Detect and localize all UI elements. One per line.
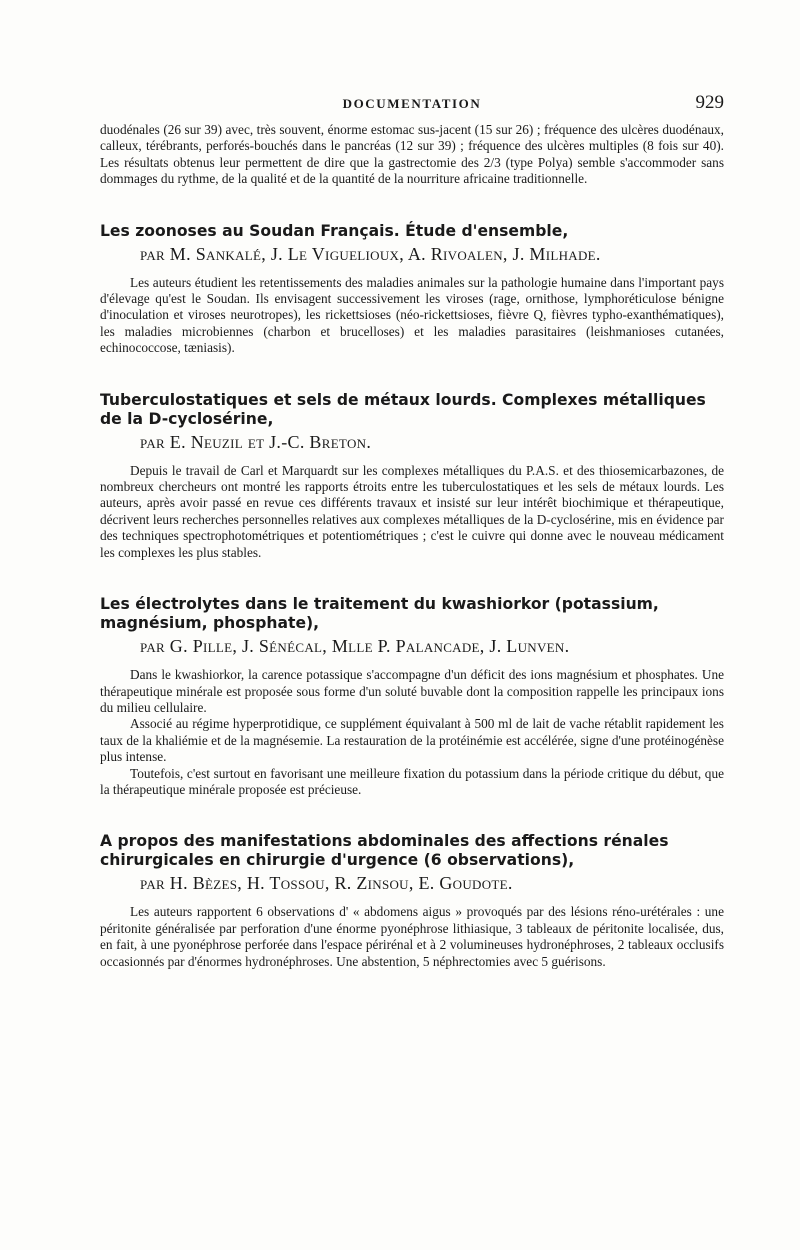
article-paragraph: Toutefois, c'est surtout en favorisant une meilleure fixation du potassium dans la période critique du début, que la thérapeutique minérale proposée est précieuse. [100, 765, 724, 797]
document-page [100, 92, 724, 970]
article-authors: par E. Neuzil et J.-C. Breton. [140, 431, 372, 452]
page-header [100, 92, 724, 122]
article-authors: par M. Sankalé, J. Le Viguelioux, A. Rivoalen, J. Milhade. [140, 243, 601, 264]
article-paragraph: Associé au régime hyperprotidique, ce supplément équivalant à 500 ml de lait de vache rétablit rapidement les taux de la khaliémie et de la magnésemie. La restauration de la protéinémie est accélérée, signe d'une protéinogénèse plus intense. [100, 716, 724, 765]
article-title: Tuberculostatiques et sels de métaux lourds. Complexes métalliques de la D-cyclosérine, [100, 390, 706, 428]
article-authors: par G. Pille, J. Sénécal, Mlle P. Palancade, J. Lunven. [140, 636, 570, 657]
article-tuberculostatiques [100, 391, 724, 561]
article-title: Les zoonoses au Soudan Français. Étude d'ensemble, [100, 221, 569, 240]
article-paragraph: Les auteurs rapportent 6 observations d' « abdomens aigus » provoqués par des lésions réno-urétérales : une péritonite généralisée par perforation d'une énorme pyonéphrose lithiasique, 3 tableaux de péritonite localisée, dus, en fait, à une pyonéphrose perforée dans l'espace périrénal et à 2 volumineuses hydronéphroses, 2 tableaux occlusifs occasionnés par d'énormes hydronéphroses. Une abstention, 5 néphrectomies avec 5 guérisons. [100, 904, 724, 969]
page-number: 929 [695, 92, 724, 113]
article-paragraph: Les auteurs étudient les retentissements des maladies animales sur la pathologie humaine dans l'important pays d'élevage qu'est le Soudan. Ils envisagent successivement les viroses (rage, ornithose, lymphoréticulose bénigne d'inoculation et viroses neurotropes), les rickettsioses (néo-rickettsioses, fièvre Q, fièvres typho-exanthématiques), les maladies microbiennes (charbon et brucelloses) et les maladies parasitaires (leishmanioses cutanées, echinococcose, tæniasis). [100, 274, 724, 356]
article-title: A propos des manifestations abdominales des affections rénales chirurgicales en chirurgie d'urgence (6 observations), [100, 832, 669, 870]
article-paragraph: Depuis le travail de Carl et Marquardt sur les complexes métalliques du P.A.S. et des thiosemicarbazones, de nombreux chercheurs ont montré les rapports étroits entre les tuberculostatiques et les sels de métaux lourds. Les auteurs, après avoir passé en revue ces différents travaux et insisté sur leur intérêt biochimique et thérapeutique, décrivent leurs recherches personnelles relatives aux complexes métalliques de la D-cyclosérine, mis en évidence par des techniques spectrophotométriques et potentiométriques ; c'est le cuivre qui donne avec le nouveau médicament les complexes les plus stables. [100, 462, 724, 560]
article-authors: par H. Bèzes, H. Tossou, R. Zinsou, E. Goudote. [140, 873, 513, 894]
intro-paragraph: duodénales (26 sur 39) avec, très souvent, énorme estomac sus-jacent (15 sur 26) ; fréquence des ulcères duodénaux, calleux, térébrants, perforés-bouchés dans le pancréas (12 sur 39) ; fréquence des ulcères multiples (8 fois sur 40). Les résultats obtenus leur permettent de dire que la gastrectomie des 2/3 (type Polya) semble s'accommoder sans dommages du rythme, de la qualité et de la quantité de la nourriture africaine traditionnelle. [100, 122, 724, 187]
article-manifestations-abdominales [100, 832, 724, 970]
article-kwashiorkor [100, 595, 724, 798]
article-title: Les électrolytes dans le traitement du kwashiorkor (potassium, magnésium, phosphate), [100, 595, 659, 633]
article-zoonoses [100, 222, 724, 357]
running-head: DOCUMENTATION [342, 96, 482, 111]
article-paragraph: Dans le kwashiorkor, la carence potassique s'accompagne d'un déficit des ions magnésium et phosphates. Une thérapeutique minérale est proposée sous forme d'un soluté buvable dont la composition rappelle les principaux ions du milieu cellulaire. [100, 667, 724, 715]
